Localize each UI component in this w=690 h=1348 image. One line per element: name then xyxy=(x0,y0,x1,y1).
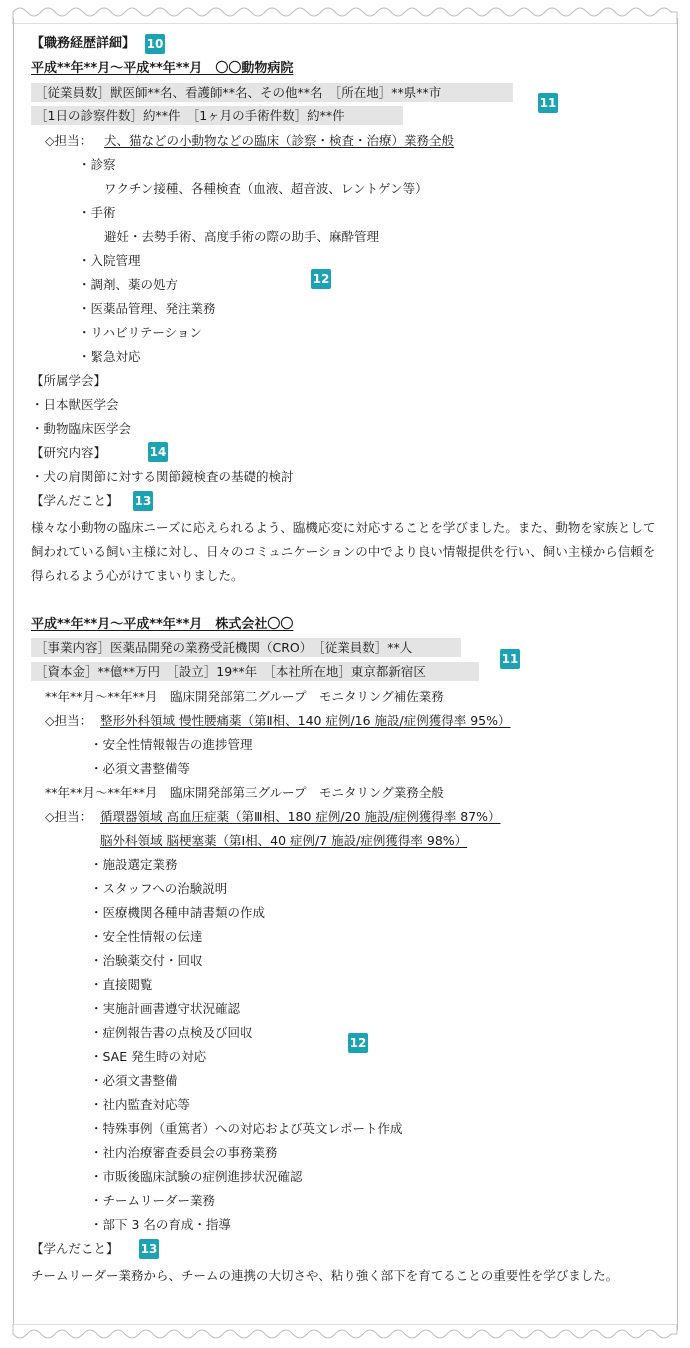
job2-sub1-duty: 整形外科領域 慢性腰痛薬（第Ⅱ相、140 症例/16 施設/症例獲得率 95%） xyxy=(100,713,511,728)
research-label: 【研究内容】 xyxy=(31,445,107,460)
job1-item: ・緊急対応 xyxy=(78,349,141,364)
job2-sub2-item: ・医療機関各種申請書類の作成 xyxy=(90,905,266,920)
job2-sub2-item: ・施設選定業務 xyxy=(90,857,178,872)
job1-item: ・手術 xyxy=(78,205,116,220)
paper-edge-left xyxy=(13,18,14,1330)
job2-sub1-duty-label: ◇担当： xyxy=(45,713,93,728)
job2-sub2-item: ・実施計画書遵守状況確認 xyxy=(90,1001,241,1016)
job1-item: 避妊・去勢手術、高度手術の際の助手、麻酔管理 xyxy=(104,229,380,244)
job1-duty-text: 犬、猫などの小動物などの臨床（診察・検査・治療）業務全般 xyxy=(104,133,455,148)
job1-item: ・調剤、薬の処方 xyxy=(78,277,179,292)
job2-sub2-item: ・必須文書整備 xyxy=(90,1073,178,1088)
job1-item: ・診察 xyxy=(78,157,116,172)
job1-item: ・医薬品管理、発注業務 xyxy=(78,301,216,316)
job2-sub2-item: ・特殊事例（重篤者）への対応および英文レポート作成 xyxy=(90,1121,403,1136)
job1-info-1: ［従業員数］獣医師**名、看護師**名、その他**名 ［所在地］**県**市 xyxy=(35,85,442,100)
job2-sub2-item: ・部下 3 名の育成・指導 xyxy=(90,1217,231,1232)
research-item: ・犬の肩関節に対する関節鏡検査の基礎的検討 xyxy=(31,469,294,484)
job2-sub1-item: ・安全性情報報告の進捗管理 xyxy=(90,737,253,752)
job2-sub2-item: ・SAE 発生時の対応 xyxy=(90,1049,207,1064)
job2-sub2-item: ・社内監査対応等 xyxy=(90,1097,191,1112)
job2-sub2-item: ・市販後臨床試験の症例進捗状況確認 xyxy=(90,1169,303,1184)
badge-13-job2: 13 xyxy=(139,1239,159,1259)
badge-14: 14 xyxy=(148,442,168,462)
badge-11-job2: 11 xyxy=(500,649,520,669)
society-item: ・動物臨床医学会 xyxy=(31,421,132,436)
job1-item: ワクチン接種、各種検査（血液、超音波、レントゲン等） xyxy=(104,181,428,196)
job2-info-1: ［事業内容］医薬品開発の業務受託機関（CRO） ［従業員数］**人 xyxy=(35,640,413,655)
job2-learned-text: チームリーダー業務から、チームの連携の大切さや、粘り強く部下を育てることの重要性を学びました。 xyxy=(31,1268,619,1283)
society-label: 【所属学会】 xyxy=(31,373,107,388)
job2-sub2-item: ・直接閲覧 xyxy=(90,977,153,992)
job1-item: ・リハビリテーション xyxy=(78,325,202,340)
job2-sub2-item: ・社内治療審査委員会の事務業務 xyxy=(90,1145,278,1160)
job1-item: ・入院管理 xyxy=(78,253,141,268)
badge-12-job2: 12 xyxy=(348,1033,368,1053)
job2-sub2-duty-label: ◇担当： xyxy=(45,809,93,824)
job2-sub1-item: ・必須文書整備等 xyxy=(90,761,191,776)
job2-sub2-item: ・治験薬交付・回収 xyxy=(90,953,203,968)
job2-sub2-item: ・スタッフへの治験説明 xyxy=(90,881,228,896)
job2-sub2-duty-2: 脳外科領域 脳梗塞薬（第Ⅰ相、40 症例/7 施設/症例獲得率 98%） xyxy=(100,833,468,848)
badge-13-job1: 13 xyxy=(133,491,153,511)
torn-edge-bottom xyxy=(0,1324,690,1348)
society-item: ・日本獣医学会 xyxy=(31,397,119,412)
job1-info-2: ［1日の診察件数］約**件 ［1ヶ月の手術件数］約**件 xyxy=(35,108,345,123)
badge-11-job1: 11 xyxy=(538,93,558,113)
badge-12-job1: 12 xyxy=(311,269,331,289)
torn-edge-top xyxy=(0,0,690,24)
section-header: 【職務経歴詳細】 xyxy=(31,36,136,51)
paper-edge-right xyxy=(677,18,678,1330)
job1-period: 平成**年**月～平成**年**月 〇〇動物病院 xyxy=(31,61,294,76)
job2-learned-label: 【学んだこと】 xyxy=(31,1241,119,1256)
job2-sub2-item: ・安全性情報の伝達 xyxy=(90,929,203,944)
job2-info-2: ［資本金］**億**万円 ［設立］19**年 ［本社所在地］東京都新宿区 xyxy=(35,664,426,679)
job1-learned-text: 様々な小動物の臨床ニーズに応えられるよう、臨機応変に対応することを学びました。また、動物を家族として飼われている飼い主様に対し、日々のコミュニケーションの中でより良い情報提供を行い、飼い主様から信頼を得られるよう心がけてまいりました。 xyxy=(31,520,656,583)
job2-sub2-item: ・症例報告書の点検及び回収 xyxy=(90,1025,253,1040)
job2-sub2-duty-1: 循環器領域 高血圧症薬（第Ⅲ相、180 症例/20 施設/症例獲得率 87%） xyxy=(100,809,501,824)
job2-sub1-period: **年**月～**年**月 臨床開発部第二グループ モニタリング補佐業務 xyxy=(45,689,444,704)
job1-duty-label: ◇担当： xyxy=(45,133,93,148)
job2-period: 平成**年**月～平成**年**月 株式会社〇〇 xyxy=(31,617,294,632)
badge-10: 10 xyxy=(145,34,165,54)
job2-sub2-item: ・チームリーダー業務 xyxy=(90,1193,216,1208)
job2-sub2-period: **年**月～**年**月 臨床開発部第三グループ モニタリング業務全般 xyxy=(45,785,444,800)
job1-learned-label: 【学んだこと】 xyxy=(31,493,119,508)
